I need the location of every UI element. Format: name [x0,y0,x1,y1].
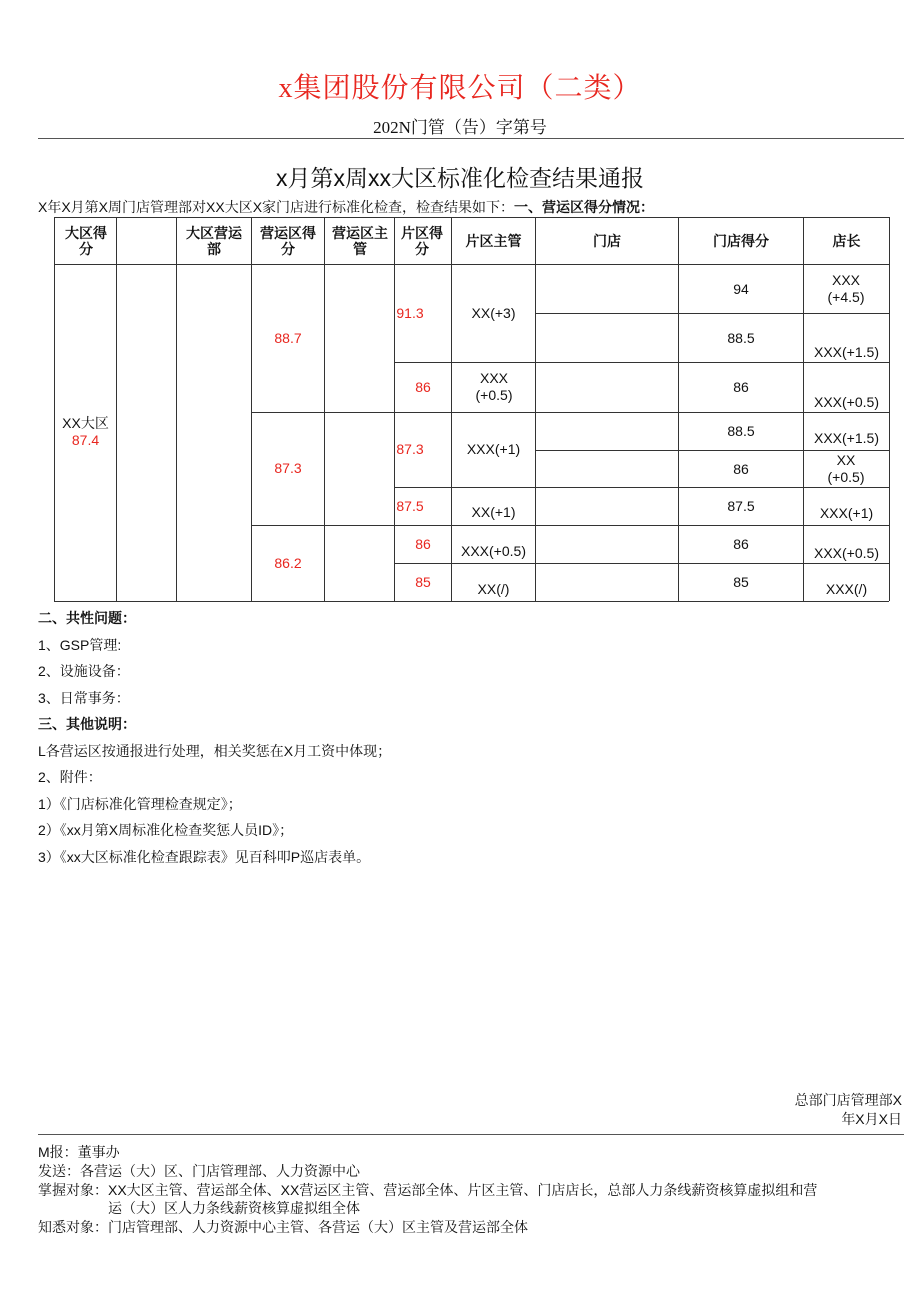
header-store-score: 门店得分 [713,233,769,249]
report-to-line: M报：董事办 [38,1144,120,1160]
issue-item: 3、日常事务： [38,690,130,706]
header-divider [38,138,904,139]
footer-divider [38,1134,904,1135]
intro-text: X年X月第X周门店管理部对XX大区X家门店进行标准化检查，检查结果如下： [38,199,515,215]
header-store-manager: 店长 [832,233,861,249]
header-row-divider [54,264,889,265]
district-supervisor: XXX(+1) [466,441,521,457]
send-to-line: 发送：各营运（大）区、门店管理部、人力资源中心 [38,1163,360,1179]
district-score: 86 [415,535,431,552]
row-divider [535,450,889,451]
inform-line: 知悉对象：门店管理部、人力资源中心主管、各营运（大）区主管及营运部全体 [38,1219,528,1235]
row-divider [251,412,889,413]
document-number: 202N门管（告）字第号 [373,118,547,137]
store-manager: XXX(+1) [819,504,874,521]
company-title: x集团股份有限公司（二类） [278,73,642,104]
op-area-score: 87.3 [274,460,302,476]
column-divider [451,217,452,601]
store-score: 87.5 [727,498,755,514]
store-score: 85 [733,574,749,590]
column-divider [251,217,252,601]
signature-date: 年X月X日 [841,1111,902,1127]
store-score: 86 [733,379,749,395]
attachment-item: 2）《xx月第X周标准化检查奖惩人员ID》； [38,822,294,838]
column-divider [394,217,395,601]
issue-item: 2、设施设备： [38,663,130,679]
store-score: 94 [733,280,749,297]
report-title: x月第x周xx大区标准化检查结果通报 [276,165,644,191]
header-op-area-score: 营运区得分 [260,225,316,257]
header-district-score: 片区得分 [401,225,443,257]
store-score: 88.5 [727,423,755,439]
table-border-right [889,217,890,601]
row-divider [394,563,889,564]
district-supervisor: XX(+1) [471,503,516,520]
column-divider [678,217,679,601]
header-district-supervisor: 片区主管 [465,233,522,249]
district-supervisor: XX(/) [477,580,510,597]
issue-item: 1、GSP管理: [38,637,122,653]
header-store: 门店 [593,233,621,249]
district-supervisor: XX(+3) [471,304,516,321]
store-manager: XXX(+0.5) [814,393,879,410]
header-region-score: 大区得分 [65,225,107,257]
section-heading-other-notes: 三、其他说明： [38,716,136,732]
table-border-top [54,217,889,218]
op-area-score: 88.7 [274,329,302,346]
district-supervisor: XXX(+0.5) [461,542,526,559]
section-heading-scores: 一、营运区得分情况： [514,199,655,215]
cc-line: 掌握对象：XX大区主管、营运部全体、XX营运区主管、营运部全体、片区主管、门店店长，总部人力条线薪资核算虚拟组和营 [38,1182,818,1198]
cc-line-continued: 运（大）区人力条线薪资核算虚拟组全体 [108,1200,360,1216]
store-manager: XXX(/) [825,580,868,597]
store-manager: XXX(+1.5) [814,343,879,360]
district-score: 91.3 [396,304,424,321]
region-name: XX大区 [62,415,109,431]
store-score: 88.5 [727,329,755,346]
store-manager: XXX(+0.5) [814,544,879,561]
store-manager: XXX(+1.5) [814,429,879,446]
column-divider [116,217,117,601]
note-item: L各营运区按通报进行处理，相关奖惩在X月工资中体现； [38,743,392,759]
district-supervisor: XXX (+0.5) [475,370,513,403]
table-border-left [54,217,55,601]
store-manager: XX (+0.5) [827,452,865,485]
attachment-item: 3）《xx大区标准化检查跟踪表》见百科叩P巡店表单。 [38,849,371,865]
intro-line [38,197,654,217]
column-divider [535,217,536,601]
district-score: 85 [415,573,431,590]
row-divider [394,362,889,363]
column-divider [803,217,804,601]
store-manager: XXX (+4.5) [827,272,865,305]
op-area-score: 86.2 [274,554,302,571]
signature-department: 总部门店管理部X [794,1092,902,1108]
column-divider [324,217,325,601]
row-divider [535,313,889,314]
section-heading-common-issues: 二、共性问题： [38,610,136,626]
header-op-area-supervisor: 营运区主管 [332,225,388,257]
region-cell [55,412,116,452]
row-divider [251,525,889,526]
district-score: 86 [415,378,431,395]
region-score: 87.4 [71,432,100,448]
table-border-bottom [54,601,889,602]
note-item: 2、附件： [38,769,102,785]
store-score: 86 [733,536,749,552]
store-score: 86 [733,460,749,477]
attachment-item: 1）《门店标准化管理检查规定》； [38,796,242,812]
column-divider [176,217,177,601]
header-blank [117,218,176,264]
header-region-ops: 大区营运部 [186,225,242,257]
district-score: 87.5 [396,497,424,514]
row-divider [394,487,889,488]
district-score: 87.3 [396,441,424,457]
